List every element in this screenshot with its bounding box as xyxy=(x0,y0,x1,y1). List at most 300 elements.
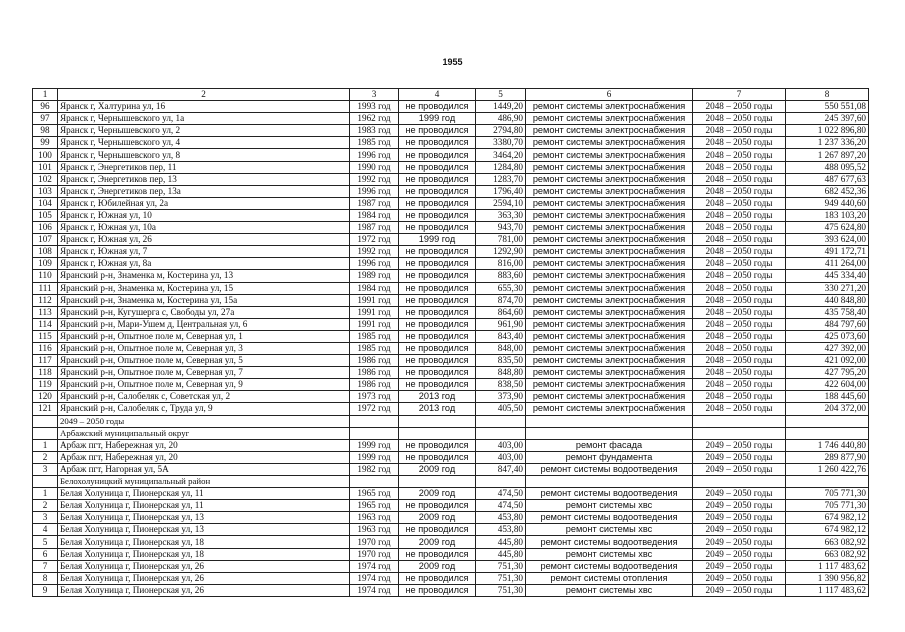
table-row xyxy=(33,318,869,330)
build-year-cell: 1987 год xyxy=(350,197,399,209)
cost-cell: 674 982,12 xyxy=(786,524,869,536)
column-number: 7 xyxy=(693,89,786,101)
build-year-cell: 1962 год xyxy=(350,113,399,125)
repair-period-cell: 2048 – 2050 годы xyxy=(693,173,786,185)
address-cell: Яранск г, Южная ул, 7 xyxy=(58,246,350,258)
area-cell: 3464,20 xyxy=(476,149,526,161)
last-repair-year-cell: не проводился xyxy=(399,584,476,596)
repair-period-cell: 2049 – 2050 годы xyxy=(693,572,786,584)
address-cell: Белая Холуница г, Пионерская ул, 18 xyxy=(58,548,350,560)
cost-cell: 488 095,52 xyxy=(786,161,869,173)
table-row xyxy=(33,512,869,524)
row-number-cell: 107 xyxy=(33,234,58,246)
build-year-cell: 1996 год xyxy=(350,258,399,270)
area-cell: 453,80 xyxy=(476,512,526,524)
area-cell: 864,60 xyxy=(476,306,526,318)
table-row xyxy=(33,548,869,560)
row-number-cell: 105 xyxy=(33,209,58,221)
cost-cell: 1 022 896,80 xyxy=(786,125,869,137)
cost-cell: 421 092,00 xyxy=(786,355,869,367)
cost-cell: 411 264,00 xyxy=(786,258,869,270)
cost-cell xyxy=(786,415,869,427)
table-row xyxy=(33,161,869,173)
work-type-cell: ремонт системы электроснабжения xyxy=(526,306,693,318)
address-cell: Арбажский муниципальный округ xyxy=(58,427,350,439)
table-row xyxy=(33,294,869,306)
repair-period-cell: 2048 – 2050 годы xyxy=(693,113,786,125)
last-repair-year-cell: не проводился xyxy=(399,342,476,354)
row-number-cell: 119 xyxy=(33,379,58,391)
area-cell xyxy=(476,415,526,427)
row-number-cell: 118 xyxy=(33,367,58,379)
cost-cell xyxy=(786,427,869,439)
row-number-cell: 4 xyxy=(33,524,58,536)
cost-cell: 245 397,60 xyxy=(786,113,869,125)
work-type-cell: ремонт системы электроснабжения xyxy=(526,342,693,354)
row-number-cell: 100 xyxy=(33,149,58,161)
row-number-cell: 117 xyxy=(33,355,58,367)
cost-cell: 440 848,80 xyxy=(786,294,869,306)
work-type-cell: ремонт системы электроснабжения xyxy=(526,149,693,161)
repair-period-cell: 2048 – 2050 годы xyxy=(693,209,786,221)
address-cell: Яранский р-н, Опытное поле м, Северная ул, 1 xyxy=(58,330,350,342)
address-cell: Яранский р-н, Знаменка м, Костерина ул, 15 xyxy=(58,282,350,294)
cost-cell xyxy=(786,476,869,488)
address-cell: Белая Холуница г, Пионерская ул, 26 xyxy=(58,560,350,572)
last-repair-year-cell: не проводился xyxy=(399,246,476,258)
address-cell: Яранск г, Южная ул, 8а xyxy=(58,258,350,270)
build-year-cell: 1992 год xyxy=(350,246,399,258)
table-row xyxy=(33,101,869,113)
address-cell: Яранск г, Южная ул, 10 xyxy=(58,209,350,221)
work-type-cell: ремонт системы электроснабжения xyxy=(526,185,693,197)
address-cell: Яранский р-н, Опытное поле м, Северная ул, 5 xyxy=(58,355,350,367)
repair-period-cell: 2048 – 2050 годы xyxy=(693,342,786,354)
repair-period-cell xyxy=(693,415,786,427)
work-type-cell: ремонт системы водоотведения xyxy=(526,488,693,500)
cost-cell: 427 392,00 xyxy=(786,342,869,354)
work-type-cell: ремонт системы электроснабжения xyxy=(526,173,693,185)
build-year-cell: 1965 год xyxy=(350,500,399,512)
repair-period-cell: 2048 – 2050 годы xyxy=(693,391,786,403)
table-row xyxy=(33,258,869,270)
address-cell: Яранск г, Чернышевского ул, 4 xyxy=(58,137,350,149)
work-type-cell: ремонт системы электроснабжения xyxy=(526,258,693,270)
table-row xyxy=(33,439,869,451)
last-repair-year-cell: не проводился xyxy=(399,270,476,282)
area-cell: 445,80 xyxy=(476,536,526,548)
repair-period-cell: 2048 – 2050 годы xyxy=(693,222,786,234)
area-cell: 453,80 xyxy=(476,524,526,536)
cost-cell: 663 082,92 xyxy=(786,536,869,548)
work-type-cell: ремонт системы электроснабжения xyxy=(526,246,693,258)
build-year-cell: 1974 год xyxy=(350,572,399,584)
cost-cell: 204 372,00 xyxy=(786,403,869,415)
row-number-cell: 116 xyxy=(33,342,58,354)
row-number-cell: 109 xyxy=(33,258,58,270)
cost-cell: 949 440,60 xyxy=(786,197,869,209)
table-row xyxy=(33,125,869,137)
last-repair-year-cell: не проводился xyxy=(399,439,476,451)
table-row xyxy=(33,173,869,185)
work-type-cell: ремонт системы электроснабжения xyxy=(526,318,693,330)
cost-cell: 1 117 483,62 xyxy=(786,560,869,572)
cost-cell: 682 452,36 xyxy=(786,185,869,197)
work-type-cell: ремонт фундамента xyxy=(526,451,693,463)
work-type-cell: ремонт системы электроснабжения xyxy=(526,379,693,391)
area-cell xyxy=(476,476,526,488)
repair-period-cell: 2048 – 2050 годы xyxy=(693,379,786,391)
build-year-cell: 1963 год xyxy=(350,512,399,524)
row-number-cell: 1 xyxy=(33,439,58,451)
cost-cell: 491 172,71 xyxy=(786,246,869,258)
repair-period-cell: 2048 – 2050 годы xyxy=(693,318,786,330)
repair-period-cell: 2048 – 2050 годы xyxy=(693,294,786,306)
build-year-cell: 1987 год xyxy=(350,222,399,234)
area-cell: 751,30 xyxy=(476,584,526,596)
address-cell: Яранский р-н, Знаменка м, Костерина ул, 13 xyxy=(58,270,350,282)
row-number-cell: 6 xyxy=(33,548,58,560)
last-repair-year-cell: 2013 год xyxy=(399,403,476,415)
area-cell: 1284,80 xyxy=(476,161,526,173)
work-type-cell: ремонт системы электроснабжения xyxy=(526,403,693,415)
table-row xyxy=(33,149,869,161)
table-row xyxy=(33,246,869,258)
area-cell: 838,50 xyxy=(476,379,526,391)
address-cell: Яранский р-н, Опытное поле м, Северная ул, 3 xyxy=(58,342,350,354)
row-number-cell: 106 xyxy=(33,222,58,234)
cost-cell: 183 103,20 xyxy=(786,209,869,221)
row-number-cell: 8 xyxy=(33,572,58,584)
build-year-cell: 1996 год xyxy=(350,185,399,197)
address-cell: Арбаж пгт, Набережная ул, 20 xyxy=(58,451,350,463)
row-number-cell: 120 xyxy=(33,391,58,403)
repair-period-cell: 2048 – 2050 годы xyxy=(693,330,786,342)
repair-period-cell xyxy=(693,427,786,439)
work-type-cell: ремонт системы отопления xyxy=(526,572,693,584)
work-type-cell: ремонт системы электроснабжения xyxy=(526,234,693,246)
address-cell: Арбаж пгт, Нагорная ул, 5А xyxy=(58,463,350,475)
area-cell: 2794,80 xyxy=(476,125,526,137)
address-cell: Яранск г, Чернышевского ул, 1а xyxy=(58,113,350,125)
page-number: 1955 xyxy=(442,57,463,67)
cost-cell: 289 877,90 xyxy=(786,451,869,463)
address-cell: Яранский р-н, Мари-Ушем д, Центральная ул, 6 xyxy=(58,318,350,330)
address-cell: Белая Холуница г, Пионерская ул, 11 xyxy=(58,500,350,512)
address-cell: Яранский р-н, Кугушерга с, Свободы ул, 27а xyxy=(58,306,350,318)
area-cell: 655,30 xyxy=(476,282,526,294)
build-year-cell: 1991 год xyxy=(350,318,399,330)
work-type-cell: ремонт системы электроснабжения xyxy=(526,270,693,282)
table-row xyxy=(33,270,869,282)
row-number-cell: 96 xyxy=(33,101,58,113)
register-table xyxy=(32,88,869,597)
last-repair-year-cell: не проводился xyxy=(399,185,476,197)
last-repair-year-cell: не проводился xyxy=(399,149,476,161)
last-repair-year-cell: не проводился xyxy=(399,222,476,234)
last-repair-year-cell: не проводился xyxy=(399,306,476,318)
repair-period-cell: 2049 – 2050 годы xyxy=(693,451,786,463)
build-year-cell: 1984 год xyxy=(350,209,399,221)
table-row xyxy=(33,234,869,246)
build-year-cell: 1990 год xyxy=(350,161,399,173)
address-cell: Яранск г, Халтурина ул, 16 xyxy=(58,101,350,113)
cost-cell: 487 677,63 xyxy=(786,173,869,185)
table-row xyxy=(33,355,869,367)
column-number: 8 xyxy=(786,89,869,101)
cost-cell: 188 445,60 xyxy=(786,391,869,403)
last-repair-year-cell: не проводился xyxy=(399,197,476,209)
column-number: 4 xyxy=(399,89,476,101)
row-number-cell: 110 xyxy=(33,270,58,282)
build-year-cell: 1999 год xyxy=(350,439,399,451)
table-row xyxy=(33,451,869,463)
row-number-cell: 115 xyxy=(33,330,58,342)
address-cell: 2049 – 2050 годы xyxy=(58,415,350,427)
address-cell: Яранский р-н, Опытное поле м, Северная ул, 7 xyxy=(58,367,350,379)
table-row xyxy=(33,282,869,294)
area-cell: 403,00 xyxy=(476,451,526,463)
row-number-cell: 1 xyxy=(33,488,58,500)
address-cell: Яранский р-н, Салобеляк с, Труда ул, 9 xyxy=(58,403,350,415)
area-cell: 486,90 xyxy=(476,113,526,125)
work-type-cell: ремонт системы хвс xyxy=(526,548,693,560)
work-type-cell: ремонт системы электроснабжения xyxy=(526,294,693,306)
area-cell: 847,40 xyxy=(476,463,526,475)
column-number: 6 xyxy=(526,89,693,101)
build-year-cell: 1999 год xyxy=(350,451,399,463)
cost-cell: 1 117 483,62 xyxy=(786,584,869,596)
last-repair-year-cell: не проводился xyxy=(399,500,476,512)
build-year-cell: 1992 год xyxy=(350,173,399,185)
table-row xyxy=(33,113,869,125)
last-repair-year-cell: не проводился xyxy=(399,451,476,463)
work-type-cell: ремонт системы хвс xyxy=(526,584,693,596)
row-number-cell: 101 xyxy=(33,161,58,173)
address-cell: Яранск г, Чернышевского ул, 8 xyxy=(58,149,350,161)
repair-period-cell: 2049 – 2050 годы xyxy=(693,488,786,500)
section-row xyxy=(33,415,869,427)
cost-cell: 445 334,40 xyxy=(786,270,869,282)
row-number-cell: 98 xyxy=(33,125,58,137)
build-year-cell: 1996 год xyxy=(350,149,399,161)
last-repair-year-cell: не проводился xyxy=(399,367,476,379)
last-repair-year-cell: не проводился xyxy=(399,524,476,536)
repair-period-cell: 2048 – 2050 годы xyxy=(693,197,786,209)
cost-cell: 1 746 440,80 xyxy=(786,439,869,451)
last-repair-year-cell: не проводился xyxy=(399,548,476,560)
area-cell: 405,50 xyxy=(476,403,526,415)
build-year-cell: 1974 год xyxy=(350,584,399,596)
cost-cell: 1 390 956,82 xyxy=(786,572,869,584)
last-repair-year-cell xyxy=(399,415,476,427)
area-cell: 961,90 xyxy=(476,318,526,330)
row-number-cell: 111 xyxy=(33,282,58,294)
repair-period-cell: 2048 – 2050 годы xyxy=(693,149,786,161)
area-cell: 943,70 xyxy=(476,222,526,234)
repair-period-cell: 2048 – 2050 годы xyxy=(693,185,786,197)
build-year-cell: 1993 год xyxy=(350,101,399,113)
table-row xyxy=(33,342,869,354)
row-number-cell: 3 xyxy=(33,463,58,475)
cost-cell: 674 982,12 xyxy=(786,512,869,524)
repair-period-cell: 2048 – 2050 годы xyxy=(693,161,786,173)
cost-cell: 663 082,92 xyxy=(786,548,869,560)
work-type-cell: ремонт фасада xyxy=(526,439,693,451)
area-cell: 835,50 xyxy=(476,355,526,367)
section-row xyxy=(33,476,869,488)
row-number-cell xyxy=(33,415,58,427)
build-year-cell: 1991 год xyxy=(350,306,399,318)
work-type-cell: ремонт системы хвс xyxy=(526,524,693,536)
address-cell: Яранск г, Южная ул, 10а xyxy=(58,222,350,234)
build-year-cell: 1985 год xyxy=(350,137,399,149)
address-cell: Белохолуницкий муниципальный район xyxy=(58,476,350,488)
area-cell: 781,00 xyxy=(476,234,526,246)
work-type-cell: ремонт системы водоотведения xyxy=(526,560,693,572)
build-year-cell: 1974 год xyxy=(350,560,399,572)
repair-period-cell: 2048 – 2050 годы xyxy=(693,258,786,270)
area-cell: 403,00 xyxy=(476,439,526,451)
cost-cell: 427 795,20 xyxy=(786,367,869,379)
address-cell: Яранский р-н, Салобеляк с, Советская ул, 2 xyxy=(58,391,350,403)
row-number-cell: 113 xyxy=(33,306,58,318)
repair-period-cell: 2049 – 2050 годы xyxy=(693,536,786,548)
area-cell: 874,70 xyxy=(476,294,526,306)
cost-cell: 1 237 336,20 xyxy=(786,137,869,149)
last-repair-year-cell xyxy=(399,476,476,488)
area-cell: 751,30 xyxy=(476,572,526,584)
work-type-cell: ремонт системы электроснабжения xyxy=(526,330,693,342)
column-number: 1 xyxy=(33,89,58,101)
cost-cell: 484 797,60 xyxy=(786,318,869,330)
table-row xyxy=(33,137,869,149)
address-cell: Белая Холуница г, Пионерская ул, 26 xyxy=(58,572,350,584)
work-type-cell: ремонт системы водоотведения xyxy=(526,463,693,475)
row-number-cell: 3 xyxy=(33,512,58,524)
table-row xyxy=(33,306,869,318)
build-year-cell: 1989 год xyxy=(350,270,399,282)
last-repair-year-cell: не проводился xyxy=(399,355,476,367)
repair-period-cell: 2048 – 2050 годы xyxy=(693,125,786,137)
area-cell: 373,90 xyxy=(476,391,526,403)
area-cell: 848,80 xyxy=(476,367,526,379)
address-cell: Яранск г, Южная ул, 26 xyxy=(58,234,350,246)
area-cell: 1292,90 xyxy=(476,246,526,258)
address-cell: Белая Холуница г, Пионерская ул, 26 xyxy=(58,584,350,596)
table-row xyxy=(33,524,869,536)
work-type-cell: ремонт системы электроснабжения xyxy=(526,197,693,209)
table-row xyxy=(33,463,869,475)
area-cell: 848,00 xyxy=(476,342,526,354)
cost-cell: 1 267 897,20 xyxy=(786,149,869,161)
repair-period-cell: 2049 – 2050 годы xyxy=(693,524,786,536)
last-repair-year-cell: 2009 год xyxy=(399,488,476,500)
column-number: 5 xyxy=(476,89,526,101)
work-type-cell: ремонт системы электроснабжения xyxy=(526,222,693,234)
build-year-cell: 1982 год xyxy=(350,463,399,475)
work-type-cell: ремонт системы электроснабжения xyxy=(526,137,693,149)
row-number-cell: 104 xyxy=(33,197,58,209)
last-repair-year-cell: 2013 год xyxy=(399,391,476,403)
last-repair-year-cell: не проводился xyxy=(399,318,476,330)
build-year-cell: 1970 год xyxy=(350,548,399,560)
last-repair-year-cell: не проводился xyxy=(399,137,476,149)
address-cell: Белая Холуница г, Пионерская ул, 11 xyxy=(58,488,350,500)
table-row xyxy=(33,379,869,391)
table-row xyxy=(33,391,869,403)
last-repair-year-cell: не проводился xyxy=(399,101,476,113)
work-type-cell: ремонт системы водоотведения xyxy=(526,512,693,524)
work-type-cell: ремонт системы водоотведения xyxy=(526,536,693,548)
build-year-cell: 1970 год xyxy=(350,536,399,548)
area-cell xyxy=(476,427,526,439)
repair-period-cell: 2048 – 2050 годы xyxy=(693,306,786,318)
repair-period-cell: 2049 – 2050 годы xyxy=(693,439,786,451)
work-type-cell: ремонт системы электроснабжения xyxy=(526,113,693,125)
area-cell: 816,00 xyxy=(476,258,526,270)
build-year-cell: 1986 год xyxy=(350,367,399,379)
area-cell: 883,60 xyxy=(476,270,526,282)
repair-period-cell: 2049 – 2050 годы xyxy=(693,584,786,596)
row-number-cell: 121 xyxy=(33,403,58,415)
area-cell: 751,30 xyxy=(476,560,526,572)
repair-period-cell: 2048 – 2050 годы xyxy=(693,282,786,294)
work-type-cell: ремонт системы электроснабжения xyxy=(526,101,693,113)
area-cell: 1449,20 xyxy=(476,101,526,113)
repair-period-cell xyxy=(693,476,786,488)
last-repair-year-cell: 2009 год xyxy=(399,536,476,548)
table-row xyxy=(33,367,869,379)
table-row xyxy=(33,536,869,548)
build-year-cell: 1985 год xyxy=(350,330,399,342)
repair-period-cell: 2048 – 2050 годы xyxy=(693,137,786,149)
row-number-cell: 2 xyxy=(33,500,58,512)
table-body xyxy=(33,89,869,597)
address-cell: Яранск г, Чернышевского ул, 2 xyxy=(58,125,350,137)
repair-period-cell: 2048 – 2050 годы xyxy=(693,270,786,282)
build-year-cell: 1972 год xyxy=(350,403,399,415)
repair-period-cell: 2049 – 2050 годы xyxy=(693,560,786,572)
address-cell: Белая Холуница г, Пионерская ул, 18 xyxy=(58,536,350,548)
repair-period-cell: 2048 – 2050 годы xyxy=(693,355,786,367)
address-cell: Белая Холуница г, Пионерская ул, 13 xyxy=(58,524,350,536)
build-year-cell xyxy=(350,415,399,427)
table-row xyxy=(33,403,869,415)
work-type-cell xyxy=(526,415,693,427)
work-type-cell: ремонт системы электроснабжения xyxy=(526,161,693,173)
column-number: 2 xyxy=(58,89,350,101)
last-repair-year-cell: не проводился xyxy=(399,209,476,221)
table-row xyxy=(33,584,869,596)
last-repair-year-cell: не проводился xyxy=(399,379,476,391)
work-type-cell: ремонт системы электроснабжения xyxy=(526,282,693,294)
work-type-cell: ремонт системы электроснабжения xyxy=(526,367,693,379)
cost-cell: 705 771,30 xyxy=(786,500,869,512)
work-type-cell xyxy=(526,476,693,488)
area-cell: 1283,70 xyxy=(476,173,526,185)
row-number-cell: 97 xyxy=(33,113,58,125)
last-repair-year-cell: 2009 год xyxy=(399,512,476,524)
cost-cell: 1 260 422,76 xyxy=(786,463,869,475)
address-cell: Белая Холуница г, Пионерская ул, 13 xyxy=(58,512,350,524)
last-repair-year-cell: не проводился xyxy=(399,161,476,173)
row-number-cell xyxy=(33,476,58,488)
build-year-cell: 1991 год xyxy=(350,294,399,306)
build-year-cell xyxy=(350,476,399,488)
table-row xyxy=(33,330,869,342)
build-year-cell: 1965 год xyxy=(350,488,399,500)
